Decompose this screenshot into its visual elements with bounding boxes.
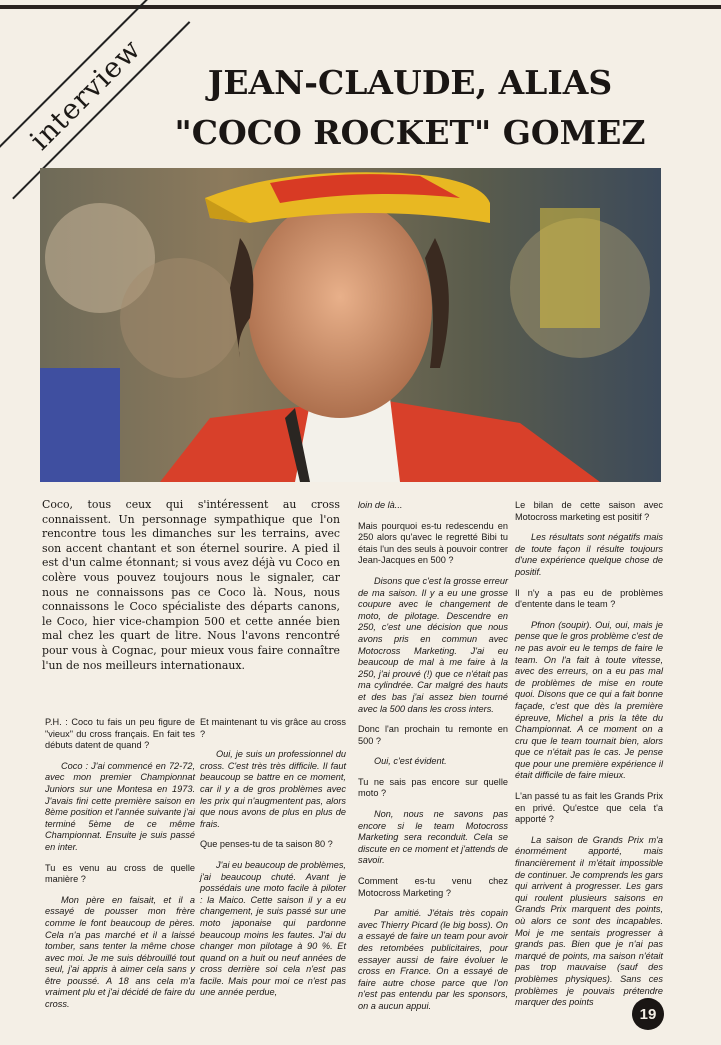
question-paragraph: Donc l'an prochain tu remonte en 500 ? (358, 724, 508, 746)
top-rule (0, 5, 721, 9)
answer-paragraph: Oui, c'est évident. (374, 756, 447, 767)
headline-line-2: "COCO ROCKET" GOMEZ (174, 113, 646, 152)
intro-paragraph: Coco, tous ceux qui s'intéressent au cross connaissent. Un personnage sympathique que l'on rencontre tous les dimanches sur les terrains, avec son accent chantant et son éternel sourire. A pied il est d'un calme étonnant; si vous avez déjà vu Coco en colère vous pouvez toujours nous le signaler, car nous ne connaissons pas ce Coco là. Nous, nous connaissons le Coco spécialiste des départs canons, le Coco, hier vice-champion 500 et cette année bien mal chez les quart de litre. Nous l'avons rencontré pour vous à Cognac, pour mieux vous faire connaître l'un de nos meilleurs internationaux. (42, 498, 340, 672)
text-column-3 (358, 500, 508, 1022)
answer-paragraph: Disons que c'est la grosse erreur de ma saison. Il y a eu une grosse coupure avec le changement de moto, de pilotage. Descendre en 250, c'est une décision que nous avons pris en commun avec Motocross Marketing. J'ai eu beaucoup de mal à me faire à la 250, j'ai prouvé (!) que ce n'était pas ma cylindrée. Car malgré des hauts et des bas j'ai assez bien tourné avec la 500 dans les cross inters. (358, 575, 509, 714)
question-paragraph: Que penses-tu de ta saison 80 ? (200, 839, 333, 850)
text-column-4 (515, 500, 663, 1018)
question-paragraph: Tu es venu au cross de quelle manière ? (45, 862, 195, 885)
question-paragraph: Le bilan de cette saison avec Motocross marketing est positif ? (515, 500, 663, 522)
headline-line-1: JEAN-CLAUDE, ALIAS (207, 63, 613, 102)
question-paragraph: Comment es-tu venu chez Motocross Marketing ? (358, 876, 508, 898)
answer-paragraph: J'ai eu beaucoup de problèmes, j'ai beaucoup chuté. Avant je possédais une moto facile à piloter : la Maico. Cette saison il y a eu changement, je suis passé sur une moto japonaise qui pardonne beaucoup moins les fautes. J'ai du changer mon pilotage à 90 %. Et quand on a huit ou neuf années de cross derrière soi cela n'est pas facile. Mais pour moi ce n'est pas une année perdue, (200, 859, 346, 998)
answer-paragraph: Pfnon (soupir). Oui, oui, mais je pense que le gros problème c'est de ne pas avoir eu le temps de faire le team. On l'a fait à toute vitesse, avec des erreurs, on a eu pas mal de problèmes de mise en route quoi. Disons que ce qui a fait bonne façade, c'est que dès la première épreuve, Michel a pris la tête du Championnat. A ce moment on a cru que le team tournait bien, alors que ce n'était pas le cas. Je pense que pour une première expérience il était difficile de faire mieux. (515, 619, 663, 781)
answer-paragraph: Oui, je suis un professionnel du cross. C'est très très difficile. Il faut beaucoup se battre en ce moment, car il y a de gros problèmes avec les prix qui n'augmentent pas, alors que nous avons de plus en plus de frais. (200, 749, 346, 829)
answer-paragraph: Mon père en faisait, et il a essayé de pousser mon frère comme le font beaucoup de pères. Cela n'a pas marché et il a laissé tomber, sans tenter la même chose avec moi. Je me suis débrouillé tout seul, j'ai appris à aimer cela sans y être poussé. A 18 ans cela m'a vraiment plu et j'ai décidé de faire du cross. (45, 894, 195, 1010)
question-paragraph: L'an passé tu as fait les Grands Prix en privé. Qu'estce que cela t'a apporté ? (515, 791, 663, 825)
answer-paragraph: Coco : J'ai commencé en 72-72, avec mon premier Championnat Juniors sur une Montesa en 1973. J'avais fini cette première saison en 8ème position et l'année suivante j'ai terminé 5ème de ce même Championnat. Ensuite je suis passé en inter. (45, 760, 195, 852)
answer-paragraph: Par amitié. J'étais très copain avec Thierry Picard (le big boss). On a essayé de faire un team pour avoir des retombées publicitaires, pour essayer aussi de faire évoluer le cross en France. On a essayé de faire autre chose parce que l'on n'est pas entendu par les sponsors, on a aucun appui. (358, 908, 508, 1011)
photo-illustration (40, 168, 661, 482)
answer-paragraph: Les résultats sont négatifs mais de toute façon il résulte toujours d'une expérience quelque chose de positif. (515, 532, 663, 577)
answer-paragraph: Non, nous ne savons pas encore si le team Motocross Marketing sera reconduit. Cela se discute en ce moment et j'attends de savoir. (358, 809, 508, 866)
text-column-2 (200, 717, 346, 1008)
answer-paragraph: La saison de Grands Prix m'a énormément apporté, mais financièrement il m'était impossible de continuer. Je comprends les gars qui arrivent à progresser. Les gars qui roulent plusieurs saisons en Grands Prix marquent des points, où alors ce sont des incapables. Moi je me sentais progresser à grands pas. Bien que je n'ai pas marqué de points, ma saison n'était pas trop mauvaise (sauf des problèmes physiques). Sans ces problèmes je pouvais prétendre marquer des points (515, 834, 663, 1008)
question-paragraph: P.H. : Coco tu fais un peu figure de "vieux" du cross français. En fait tes débuts datent de quand ? (45, 717, 195, 751)
page-number-badge: 19 (632, 998, 664, 1030)
question-paragraph: Mais pourquoi es-tu redescendu en 250 alors qu'avec le regretté Bibi tu étais l'un des seuls à pouvoir contrer Jean-Jacques en 500 ? (358, 520, 508, 566)
question-paragraph: Et maintenant tu vis grâce au cross ? (200, 717, 346, 739)
question-paragraph: Tu ne sais pas encore sur quelle moto ? (358, 776, 508, 799)
question-paragraph: Il n'y a pas eu de problèmes d'entente dans le team ? (515, 587, 663, 610)
rider-portrait-photo (40, 168, 661, 482)
section-label: interview (22, 31, 148, 157)
text-column-1 (45, 717, 195, 1020)
answer-paragraph: loin de là... (358, 500, 403, 510)
